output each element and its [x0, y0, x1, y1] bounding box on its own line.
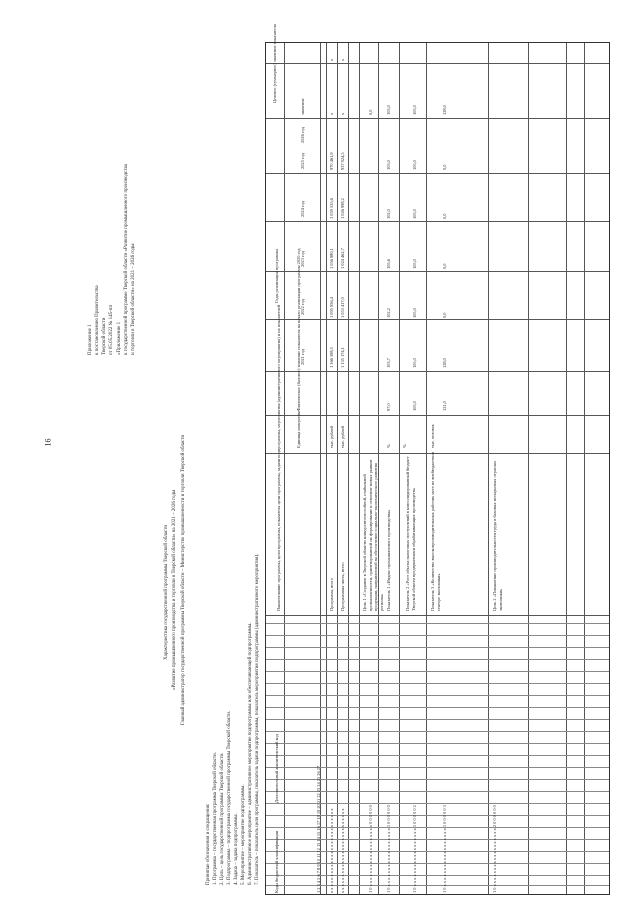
row-4-unit: % [402, 444, 407, 448]
row-3-name: Показатель 1 «Индекс промышленного производства» [386, 509, 391, 611]
row-3-target: 103,0 [386, 105, 391, 115]
row-3-base: 97,0 [386, 403, 391, 411]
row-5-2021: 128,0 [442, 358, 447, 368]
code-row-4: 1 0 x x x x x x x x x x x x x x x x x x 1 0 0 0 0 0 0 [386, 805, 391, 893]
row-0-unit: тыс. рублей [329, 426, 334, 448]
page-number: 16 [43, 438, 53, 447]
hdr-2022: 2022 год [300, 299, 305, 315]
row-3-2023: 105,6 [386, 259, 391, 269]
row-4-base: 105,0 [412, 401, 417, 411]
code-row-5: 1 0 x x x x x x x x x x x x x x x x x x 1 0 0 0 0 0 2 [412, 805, 417, 893]
appendix-line-7: и торговли в Тверской области» на 2021 – 2026 годы [131, 243, 136, 355]
row-5-2023: 0,0 [442, 263, 447, 269]
row-0-target: x [329, 112, 334, 115]
row-3-2022: 102,2 [386, 308, 391, 318]
row-5-2022: 0,0 [442, 312, 447, 318]
hdr-unit: Единица измерения [296, 411, 301, 448]
title-line-1: Характеристика государственной программы Тверской области [164, 524, 169, 660]
note-2: 2. Цель – цель государственной программы Тверской области. [220, 752, 225, 885]
note-5: 5. Мероприятие – мероприятие подпрограммы. [241, 784, 246, 885]
row-0-2022: 1 095 956,4 [329, 297, 334, 318]
row-5-base: 121,0 [442, 401, 447, 411]
hdr-2024: 2024 год [300, 201, 305, 217]
row-5-unit: тыс. человек [430, 424, 435, 448]
note-6: 6. Административное мероприятие – административное мероприятие подпрограммы или обеспечивающей подпрограммы. [248, 622, 253, 885]
row-5-name: Показатель 3 «Количество высокопроизводительных рабочих мест во внебюджетном секторе экономики» [430, 451, 441, 611]
row-4-name: Показатель 2 «Рост объема налоговых поступлений в консолидированный бюджет Тверской области предприятиями обрабатывающих производств» [405, 456, 416, 611]
row-1-year: x [340, 58, 345, 61]
appendix-line-5: «Приложение 1 [117, 321, 122, 355]
row-1-2022: 1 053 417,0 [340, 297, 345, 318]
hdr-years: Годы реализации программы [274, 248, 279, 303]
code-row-6: 1 0 x x x x x x x x x x x x x x x x x x 1 0 0 0 0 0 3 [442, 805, 447, 893]
row-1-2023: 1 024 462,7 [340, 248, 345, 269]
hdr-2021: 2021 год [300, 349, 305, 365]
row-2-name: Цель 1 «Создание в Тверской области конкурентоспособной, стабильной промышленности, ориентированной на формирование и освоение новых рынков продукции, направленной на обеспечение социально-экономического развития региона» [362, 459, 384, 611]
row-0-name: Программа, всего [329, 577, 334, 611]
code-row-0: 1 2 3 4 5 6 7 8 9 10 11 12 13 14 15 16 17 18 19 20 21 22 23 24 25 26 27 [316, 765, 321, 893]
code-row-2: x x x x x x x x x x x x x x x x x x x x x x x x x x [340, 808, 345, 893]
row-0-year: x [329, 58, 334, 61]
row-4-2025: 105,0 [412, 160, 417, 170]
characteristics-table [265, 24, 610, 895]
note-4: 4. Задача – задача подпрограммы. [234, 813, 239, 885]
row-1-target: x [340, 112, 345, 115]
row-3-2024: 102,0 [386, 209, 391, 219]
hdr-target-value: Целевое (суммарное) значение показателя [272, 24, 277, 103]
note-7: 7. Показатель – показатель цели программы, показатель задачи подпрограммы, показатель мероприятия подпрограммы (административного мероприятия). [255, 553, 260, 885]
row-5-2025: 0,0 [442, 164, 447, 170]
row-3-2021: 103,7 [386, 358, 391, 368]
row-5-2024: 0,0 [442, 213, 447, 219]
row-4-2023: 105,0 [412, 259, 417, 269]
hdr-base-year: Фактическое (базовое) значение показателя на начало реализации программы 2020 год [296, 248, 301, 411]
appendix-line-2: к постановлению Правительства [95, 285, 100, 355]
hdr-budget-codes: Коды бюджетной классификации [274, 830, 279, 893]
row-1-2024: 1 026 998,2 [340, 198, 345, 219]
note-3: 3. Подпрограмма – подпрограмма государственной программы Тверской области. [227, 710, 232, 885]
appendix-line-4: от 05.05.2022 № 145-пп [109, 304, 114, 355]
row-5-target: 128,0 [442, 105, 447, 115]
title-line-2: «Развитие промышленного производства и торговли в Тверской области» на 2021 – 2026 годы [172, 489, 177, 690]
row-2-target: 0,0 [368, 109, 373, 115]
note-1: 1. Программа – государственная программа Тверской области. [213, 752, 218, 885]
row-1-2021: 1 135 174,1 [340, 347, 345, 368]
hdr-name: Наименование программы, цели программы, показателя цели программы, задачи подпрограммы, мероприятия (административного мероприятия) и их показателей [276, 304, 281, 611]
hdr-extra-code: Дополнительный аналитический код [274, 734, 279, 803]
row-3-2025: 103,0 [386, 160, 391, 170]
row-6-name: Цель 2 «Повышение производительности труда в базовых несырьевых отраслях экономики» [492, 460, 503, 611]
appendix-line-6: к государственной программе Тверской области «Развитие промышленного производства [124, 164, 129, 355]
appendix-line-1: Приложение 1 [88, 324, 93, 355]
code-row-3: 1 0 x x x x x x x x x x x x x x x x x x x 0 0 0 0 0 0 [368, 805, 373, 893]
hdr-2025: 2025 год [300, 153, 305, 169]
hdr-value: значение [300, 98, 305, 115]
row-4-2021: 105,0 [412, 358, 417, 368]
row-0-2021: 1 166 398,5 [329, 347, 334, 368]
row-1-2025: 937 924,5 [340, 152, 345, 170]
row-4-target: 105,0 [412, 105, 417, 115]
row-0-2025: 970 461,9 [329, 152, 334, 170]
hdr-2023: 2023 год [300, 251, 305, 267]
code-row-1: x x x x x x x x x x x x x x x x x x x x x x x x x x [329, 808, 334, 893]
row-4-2024: 105,0 [412, 209, 417, 219]
appendix-line-3: Тверской области [102, 317, 107, 355]
hdr-2026: 2026 год [300, 127, 305, 143]
row-3-unit: % [386, 444, 391, 448]
row-1-unit: тыс. рублей [340, 426, 345, 448]
row-0-2023: 1 056 980,1 [329, 248, 334, 269]
note-0: Принятые обозначения и сокращения: [206, 803, 211, 885]
row-4-2022: 105,0 [412, 308, 417, 318]
row-0-2024: 1 059 535,6 [329, 198, 334, 219]
title-line-3: Главный администратор государственной программы Тверской области – Министерство промышленности и торговли Тверской области [181, 434, 186, 725]
code-row-7: 1 0 x x x x x x x x x x x x x x x x x x 2 0 0 0 0 0 0 [492, 805, 497, 893]
row-1-name: Программная часть, всего [340, 562, 345, 611]
